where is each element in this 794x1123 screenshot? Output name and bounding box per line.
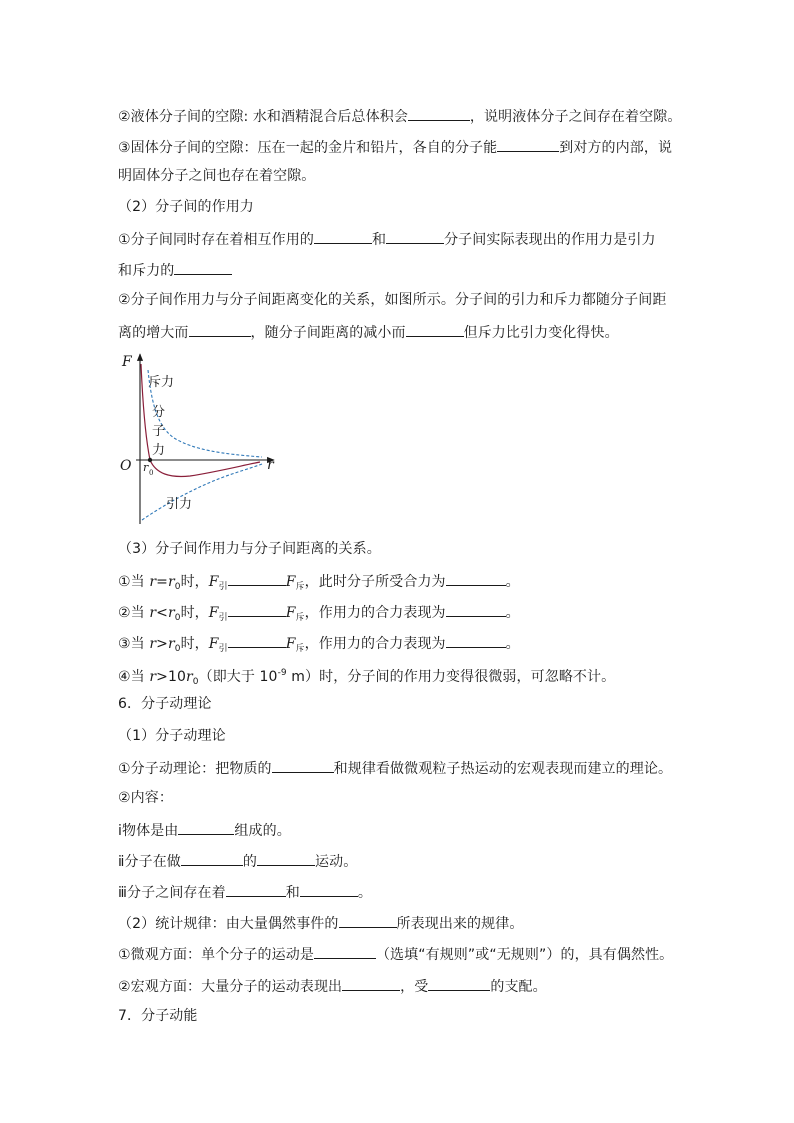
answer-blank[interactable] xyxy=(300,881,358,897)
answer-blank[interactable] xyxy=(314,228,372,244)
text-line-solid-gap: ③固体分子间的空隙：压在一起的金片和铅片，各自的分子能 到对方的内部，说 xyxy=(118,136,672,158)
text-line: ①分子间同时存在着相互作用的 和 分子间实际表现出的作用力是引力 xyxy=(118,228,656,250)
section-heading: （3）分子间作用力与分子间距离的关系。 xyxy=(118,541,381,557)
text-line: ②宏观方面：大量分子的运动表现出 ，受 的支配。 xyxy=(118,975,547,997)
answer-blank[interactable] xyxy=(272,757,334,773)
answer-blank[interactable] xyxy=(228,632,286,648)
force-distance-diagram xyxy=(112,350,280,528)
text-line: ⅱ分子在做 的 运动。 xyxy=(118,850,357,872)
r0-label: r xyxy=(143,461,149,474)
text-line: （2）统计规律：由大量偶然事件的 所表现出来的规律。 xyxy=(118,912,523,934)
answer-blank[interactable] xyxy=(428,975,490,991)
answer-blank[interactable] xyxy=(178,819,234,835)
answer-blank[interactable] xyxy=(174,259,232,275)
answer-blank[interactable] xyxy=(228,601,286,617)
r0-subscript: 0 xyxy=(149,469,154,477)
axis-f-label: F xyxy=(122,354,132,370)
answer-blank[interactable] xyxy=(181,850,243,866)
origin-label: O xyxy=(120,458,132,474)
text-line: ②分子间作用力与分子间距离变化的关系，如图所示。分子间的引力和斥力都随分子间距 xyxy=(118,292,667,308)
molecular-force-label-1: 分 xyxy=(152,405,166,420)
text-line: ①分子动理论：把物质的 和规律看做微观粒子热运动的宏观表现而建立的理论。 xyxy=(118,757,672,779)
text-line-equal: ①当 $r=r_0$时，$F_引$ $F_斥$，此时分子所受合力为 。 xyxy=(118,570,520,597)
answer-blank[interactable] xyxy=(408,105,470,121)
answer-blank[interactable] xyxy=(339,912,397,928)
repulsion-label: 斥力 xyxy=(148,375,175,390)
molecular-force-label-2: 子 xyxy=(152,424,166,439)
text-line: 和斥力的 xyxy=(118,259,232,281)
answer-blank[interactable] xyxy=(189,321,251,337)
text-line: 离的增大而 ，随分子间距离的减小而 但斥力比引力变化得快。 xyxy=(118,321,619,343)
equilibrium-point xyxy=(148,458,152,462)
text-line-greater: ③当 $r>r_0$时，$F_引$ $F_斥$，作用力的合力表现为 。 xyxy=(118,632,520,659)
answer-blank[interactable] xyxy=(497,136,559,152)
answer-blank[interactable] xyxy=(446,601,506,617)
attraction-curve xyxy=(142,464,262,520)
text-line: ②内容： xyxy=(118,790,173,806)
answer-blank[interactable] xyxy=(406,321,464,337)
answer-blank[interactable] xyxy=(342,975,400,991)
axis-r-label: r xyxy=(267,457,274,473)
text-line-less: ②当 $r<r_0$时，$F_引$ $F_斥$，作用力的合力表现为 。 xyxy=(118,601,520,628)
attraction-label: 引力 xyxy=(166,497,193,512)
answer-blank[interactable] xyxy=(257,850,315,866)
section-heading: 7．分子动能 xyxy=(118,1008,198,1024)
answer-blank[interactable] xyxy=(446,570,506,586)
answer-blank[interactable] xyxy=(226,881,286,897)
text-line-far: ④当 $r>10r_0$（即大于 $10^{-9}$ m）时，分子间的作用力变得很微弱，可忽略不计。 xyxy=(118,668,616,687)
answer-blank[interactable] xyxy=(228,570,286,586)
answer-blank[interactable] xyxy=(446,632,506,648)
text-line: 明固体分子之间也存在着空隙。 xyxy=(118,168,316,184)
molecular-force-label-3: 力 xyxy=(152,443,166,458)
text-line: ①微观方面：单个分子的运动是 （选填“有规则”或“无规则”）的，具有偶然性。 xyxy=(118,943,673,965)
text-line: ⅰ物体是由 组成的。 xyxy=(118,819,291,841)
section-heading: （2）分子间的作用力 xyxy=(118,199,254,215)
answer-blank[interactable] xyxy=(386,228,444,244)
text-line-liquid-gap: ②液体分子间的空隙: 水和酒精混合后总体积会 ，说明液体分子之间存在着空隙。 xyxy=(118,105,681,127)
text-line: ⅲ分子之间存在着 和 。 xyxy=(118,881,372,903)
section-heading: （1）分子动理论 xyxy=(118,728,226,744)
section-heading: 6．分子动理论 xyxy=(118,696,212,712)
answer-blank[interactable] xyxy=(314,943,376,959)
